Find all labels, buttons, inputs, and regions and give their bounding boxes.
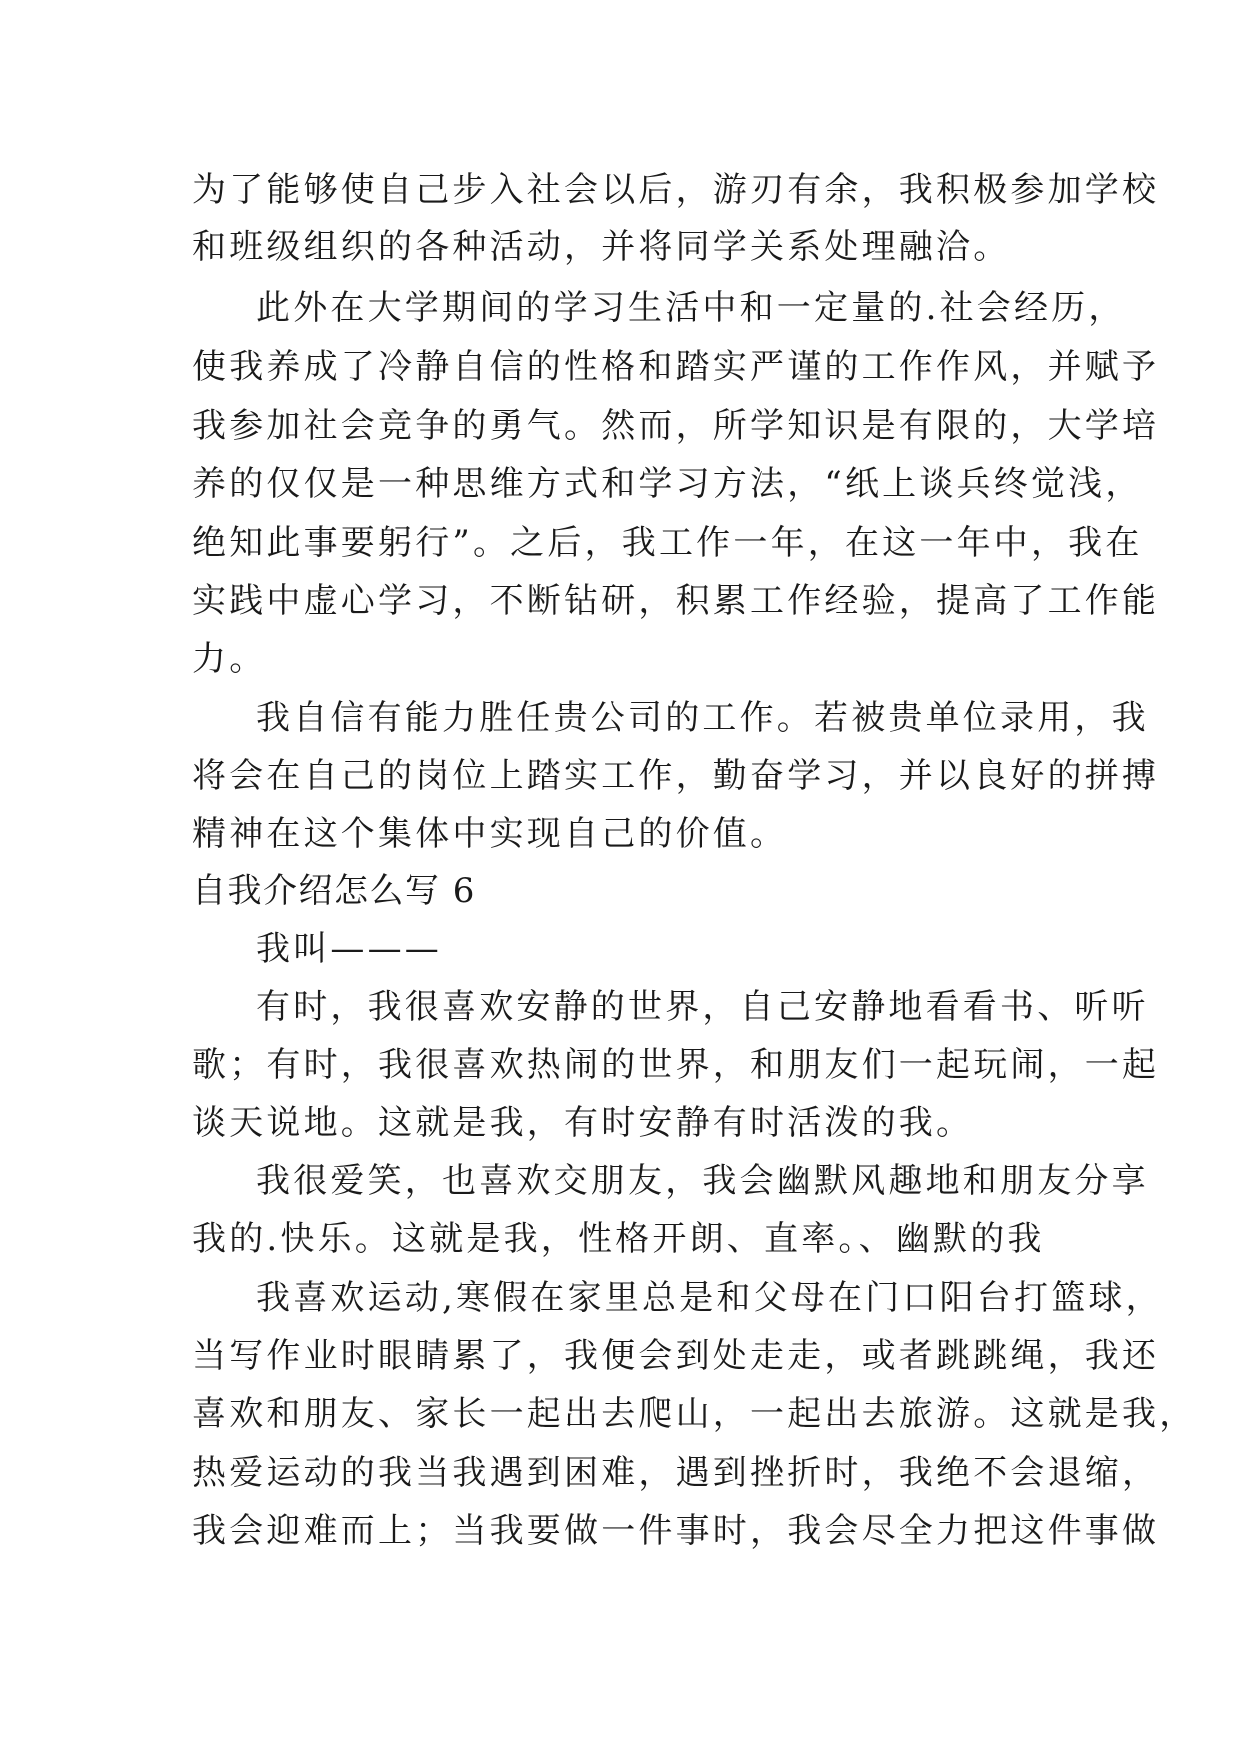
text-line: 我的.快乐。这就是我，性格开朗、直率。、幽默的我	[192, 1219, 1045, 1259]
text-line: 力。	[192, 639, 267, 679]
paragraph-start: 我自信有能力胜任贵公司的工作。若被贵单位录用，我	[256, 698, 1149, 738]
text-line: 使我养成了冷静自信的性格和踏实严谨的工作作风，并赋予	[192, 347, 1160, 387]
paragraph-start: 有时，我很喜欢安静的世界，自己安静地看看书、听听	[256, 987, 1149, 1027]
text-line: 实践中虚心学习，不断钻研，积累工作经验，提高了工作能	[192, 581, 1160, 621]
text-line: 歌；有时，我很喜欢热闹的世界，和朋友们一起玩闹，一起	[192, 1045, 1160, 1085]
text-line: 热爱运动的我当我遇到困难，遇到挫折时，我绝不会退缩，	[192, 1453, 1160, 1493]
text-line: 我参加社会竞争的勇气。然而，所学知识是有限的，大学培	[192, 406, 1160, 446]
text-line: 为了能够使自己步入社会以后，游刃有余，我积极参加学校	[192, 170, 1160, 210]
text-line: 养的仅仅是一种思维方式和学习方法，“纸上谈兵终觉浅，	[192, 464, 1143, 504]
paragraph-start: 我很爱笑，也喜欢交朋友，我会幽默风趣地和朋友分享	[256, 1161, 1149, 1201]
text-line: 将会在自己的岗位上踏实工作，勤奋学习，并以良好的拼搏	[192, 756, 1160, 796]
paragraph-start: 我喜欢运动,寒假在家里总是和父母在门口阳台打篮球，	[256, 1278, 1163, 1318]
text-line: 精神在这个集体中实现自己的价值。	[192, 814, 788, 854]
paragraph-start: 我叫———	[256, 929, 442, 969]
text-line: 和班级组织的各种活动，并将同学关系处理融洽。	[192, 227, 1011, 267]
paragraph-start: 此外在大学期间的学习生活中和一定量的.社会经历，	[256, 288, 1126, 328]
text-line: 绝知此事要躬行”。之后，我工作一年，在这一年中，我在	[192, 523, 1143, 563]
text-line: 我会迎难而上；当我要做一件事时，我会尽全力把这件事做	[192, 1511, 1160, 1551]
text-line: 当写作业时眼睛累了，我便会到处走走，或者跳跳绳，我还	[192, 1336, 1160, 1376]
text-line: 谈天说地。这就是我，有时安静有时活泼的我。	[192, 1103, 974, 1143]
section-heading: 自我介绍怎么写 6	[192, 871, 476, 911]
text-line: 喜欢和朋友、家长一起出去爬山，一起出去旅游。这就是我，	[192, 1394, 1197, 1434]
